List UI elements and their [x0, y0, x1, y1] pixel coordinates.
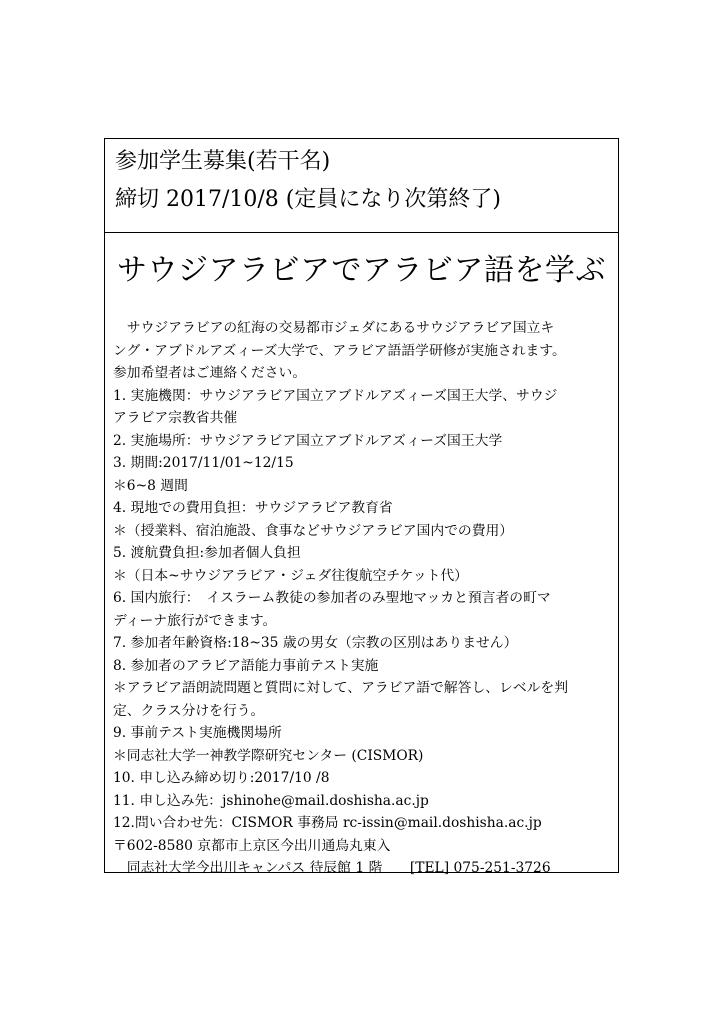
item-placement-test-note-cont: 定、クラス分けを行う。 [113, 702, 265, 719]
item-inquiries: 12.問い合わせ先：CISMOR 事務局 rc-issin@mail.doshisha.ac.jp [113, 815, 542, 831]
item-local-costs: 4. 現地での費用負担：サウジアラビア教育省 [113, 500, 393, 516]
item-venue: 2. 実施場所：サウジアラビア国立アブドルアズィーズ国王大学 [113, 432, 503, 449]
item-age-eligibility: 7. 参加者年齢資格:18~35 歳の男女（宗教の区別はありません） [113, 635, 518, 651]
deadline-heading: 締切 2017/10/8 (定員になり次第終了) [115, 187, 501, 212]
item-domestic-travel-cont: ディーナ旅行ができます。 [113, 612, 277, 629]
item-organizer: 1. 実施機関：サウジアラビア国立アブドルアズィーズ国王大学、サウジ [113, 387, 558, 404]
intro-line: 参加希望者はご連絡ください。 [113, 365, 307, 381]
item-domestic-travel: 6. 国内旅行： イスラーム教徒の参加者のみ聖地マッカと預言者の町マ [113, 590, 551, 606]
item-period-note: ＊6~8 週間 [113, 477, 188, 494]
intro-line: ング・アブドルアズィーズ大学で、アラビア語語学研修が実施されます。 [113, 342, 566, 359]
address-line: 〒602-8580 京都市上京区今出川通烏丸東入 [113, 837, 391, 854]
item-placement-test: 8. 参加者のアラビア語能力事前テスト実施 [113, 657, 379, 674]
item-organizer-cont: アラビア宗教省共催 [113, 410, 238, 426]
item-placement-test-note: ＊アラビア語朗読問題と質問に対して、アラビア語で解答し、レベルを判 [113, 680, 569, 696]
item-period: 3. 期間:2017/11/01~12/15 [113, 455, 294, 471]
notice-body [113, 317, 613, 880]
header-divider [105, 232, 618, 233]
recruitment-heading: 参加学生募集(若干名) [115, 149, 331, 174]
item-application-deadline: 10. 申し込み締め切り:2017/10 /8 [113, 770, 330, 786]
item-test-venue-note: ＊同志社大学一神教学際研究センター (CISMOR) [113, 747, 424, 764]
item-local-costs-note: ＊（授業料、宿泊施設、食事などサウジアラビア国内での費用） [113, 522, 514, 539]
item-test-venue: 9. 事前テスト実施機関場所 [113, 725, 282, 741]
item-travel-costs: 5. 渡航費負担:参加者個人負担 [113, 545, 301, 561]
item-application-email: 11. 申し込み先：jshinohe@mail.doshisha.ac.jp [113, 792, 429, 809]
address-phone-line: 同志社大学今出川キャンパス 待辰館 1 階 [TEL] 075-251-3726 [113, 860, 551, 876]
page-title: サウジアラビアでアラビア語を学ぶ [117, 253, 606, 288]
item-travel-costs-note: ＊（日本~サウジアラビア・ジェダ往復航空チケット代） [113, 567, 468, 584]
intro-line: サウジアラビアの紅海の交易都市ジェダにあるサウジアラビア国立キ [113, 320, 555, 336]
notice-frame [104, 138, 619, 876]
